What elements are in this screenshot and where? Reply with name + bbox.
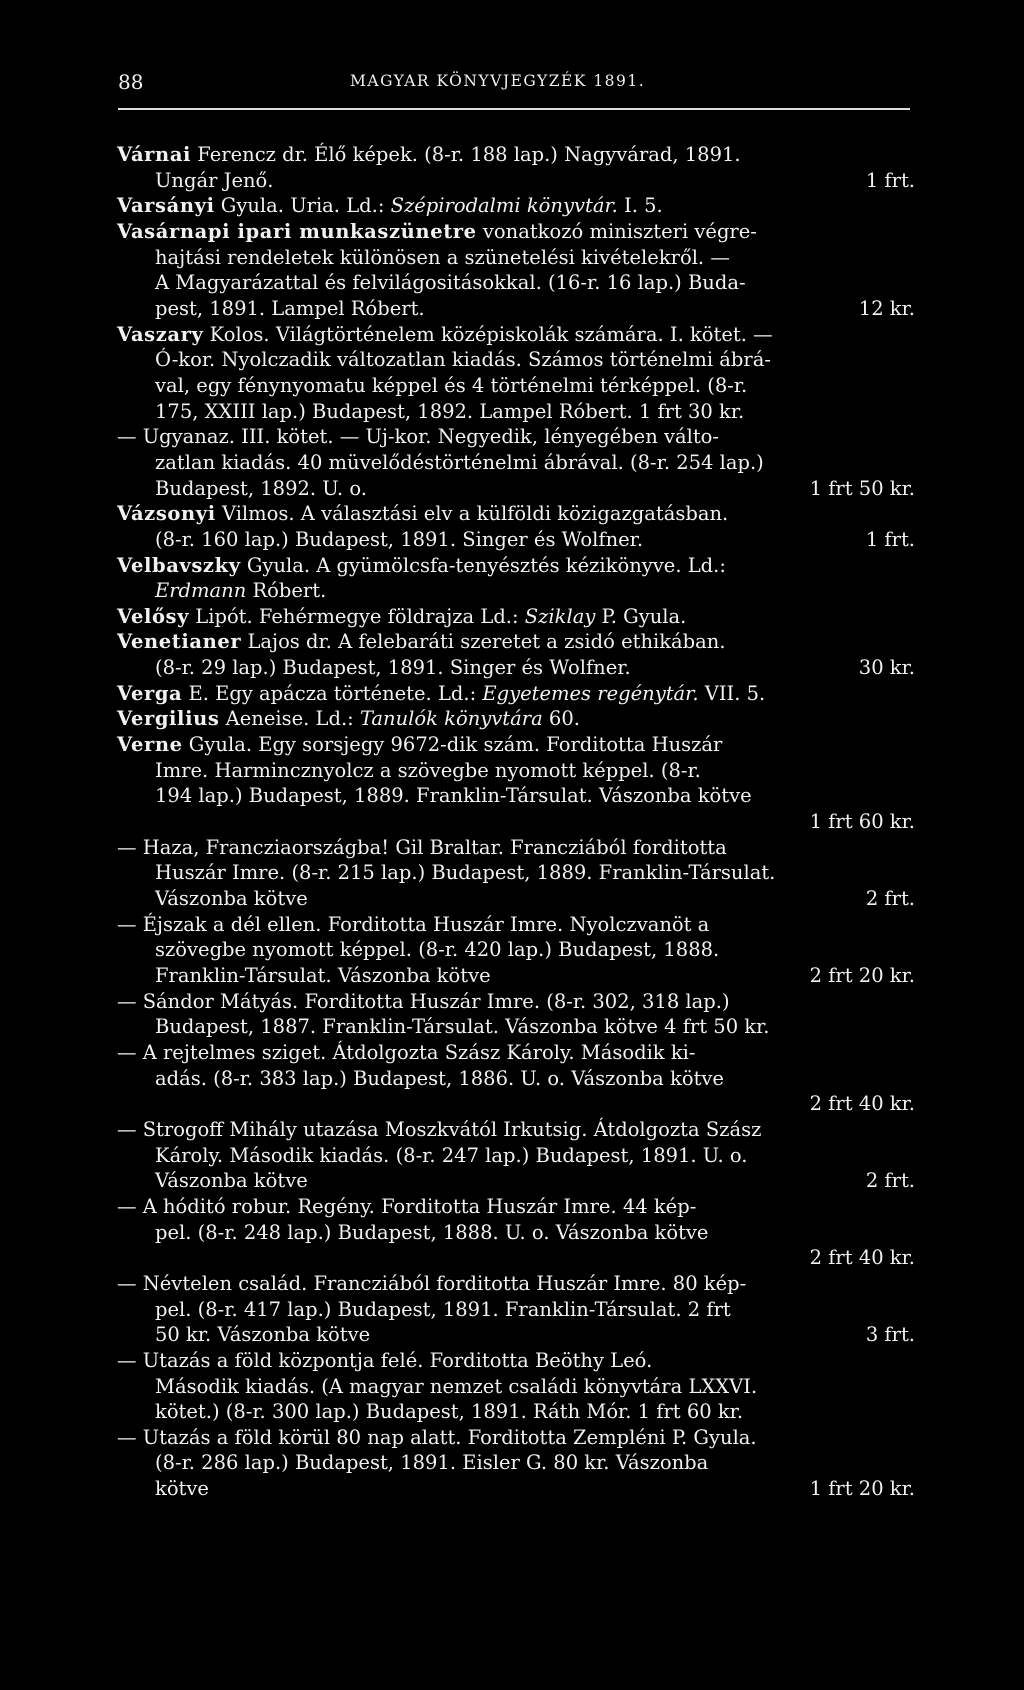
line-text [155,578,326,604]
line-text [155,1143,747,1169]
entry-line [117,322,915,348]
continuation-line [117,1374,915,1400]
entry-text: pel. (8-r. 417 lap.) Budapest, 1891. Franklin-Társulat. 2 frt [155,1297,731,1321]
line-text [117,1194,696,1220]
sub-entry-line [117,1040,915,1066]
entry-text: Ferencz dr. Élő képek. (8-r. 188 lap.) Nagyvárad, 1891. [191,143,741,166]
line-text [155,860,775,886]
line-text [117,1271,746,1297]
line-text [155,347,771,373]
line-text [117,322,773,348]
line-text [155,296,425,322]
line-text [155,527,643,553]
entry-text-after: VII. 5. [698,681,766,705]
entry-price: 1 frt 60 kr. [809,810,915,834]
entry-line [117,604,915,630]
entry-text-after: 60. [542,707,580,731]
entry-text: Ó-kor. Nyolczadik változatlan kiadás. Számos történelmi ábrá- [155,348,771,372]
page-number: 88 [118,70,144,94]
entry-text: Imre. Harmincznyolcz a szövegbe nyomott képpel. (8-r. [155,758,701,782]
line-text [117,193,663,219]
line-text [117,604,686,630]
continuation-line [117,399,915,425]
entry-price: 2 frt 20 kr. [809,964,915,987]
entry-text: Második kiadás. (A magyar nemzet családi könyvtára LXXVI. [155,1374,758,1398]
line-text [155,758,701,784]
continuation-line [117,245,915,271]
entry-text: — Névtelen család. Francziából forditotta Huszár Imre. 80 kép- [117,1271,747,1295]
sub-entry-line [117,1194,915,1220]
entry-price: 2 frt. [865,1169,915,1193]
line-text [117,219,757,245]
line-text [117,553,726,579]
entry-line [117,706,915,732]
line-text [117,424,719,450]
continuation-line [117,347,915,373]
entry-text: Károly. Második kiadás. (8-r. 247 lap.) Budapest, 1891. U. o. [155,1143,748,1167]
entry-text: (8-r. 286 lap.) Budapest, 1891. Eisler G. 80 kr. Vászonba [155,1451,709,1475]
entry-text: — Strogoff Mihály utazása Moszkvától Irkutsig. Átdolgozta Szász [117,1117,762,1141]
line-text [117,1117,761,1143]
entry-price: 12 kr. [858,296,915,320]
entry-text: 194 lap.) Budapest, 1889. Franklin-Társulat. Vászonba kötve [155,784,752,808]
entry-price: 3 frt. [865,1323,915,1347]
continuation-line [117,450,915,476]
entry-text: val, egy fénynyomatu képpel és 4 történelmi térképpel. (8-r. [155,373,748,397]
continuation-line [117,963,915,989]
entry-text: Vászonba kötve [155,887,308,911]
continuation-line [117,578,915,604]
line-text [155,1450,708,1476]
entry-text-after: P. Gyula. [595,604,687,628]
entry-text: hajtási rendeletek különösen a szünetelési kivételekről. — [155,245,730,269]
entry-text: A Magyarázattal és felvilágositásokkal. (16-r. 16 lap.) Buda- [155,271,746,295]
line-text [117,501,728,527]
continuation-line [117,783,915,809]
line-text [155,476,367,502]
entry-text: Ungár Jenő. [155,168,274,192]
entry-text: Vilmos. A választási elv a külföldi közigazgatásban. [215,502,729,526]
line-text [117,1040,695,1066]
line-text [117,835,727,861]
entry-author: Venetianer [117,630,242,654]
line-text [155,963,491,989]
entry-price: 1 frt. [865,168,915,192]
continuation-line [117,1143,915,1169]
continuation-line [117,168,915,194]
sub-entry-line [117,912,915,938]
series-title: Erdmann [155,579,247,603]
entry-author: Vasárnapi ipari munkaszünetre [117,219,477,243]
entry-price: 1 frt 50 kr. [809,476,915,500]
continuation-line [117,1066,915,1092]
continuation-line [117,1322,915,1348]
series-title: Egyetemes regénytár. [482,681,699,705]
continuation-line [117,809,915,835]
entry-text: kötve [155,1477,209,1501]
entry-text: pest, 1891. Lampel Róbert. [155,296,425,320]
continuation-line [117,527,915,553]
entry-text: vonatkozó miniszteri végre- [476,219,757,243]
entry-line [117,553,915,579]
entry-line [117,219,915,245]
line-text [155,1374,757,1400]
entry-line [117,142,915,168]
line-text [155,655,631,681]
entry-text: — Utazás a föld körül 80 nap alatt. Forditotta Zempléni P. Gyula. [117,1425,757,1449]
entry-text: Gyula. A gyümölcsfa-tenyésztés kézikönyve. Ld.: [240,553,726,577]
entry-text: — A hóditó robur. Regény. Forditotta Huszár Imre. 44 kép- [117,1194,697,1218]
continuation-line [117,1168,915,1194]
continuation-line [117,1450,915,1476]
line-text [155,783,752,809]
entry-text: kötet.) (8-r. 300 lap.) Budapest, 1891. Ráth Mór. 1 frt 60 kr. [155,1400,744,1424]
continuation-line [117,758,915,784]
entry-text: (8-r. 29 lap.) Budapest, 1891. Singer és Wolfner. [155,656,631,680]
continuation-line [117,296,915,322]
entry-text: zatlan kiadás. 40 müvelődéstörténelmi ábrával. (8-r. 254 lap.) [155,450,764,474]
entry-price: 1 frt. [865,527,915,551]
continuation-line [117,270,915,296]
entry-text: Aeneise. Ld.: [219,707,360,731]
entry-text: szövegbe nyomott képpel. (8-r. 420 lap.) Budapest, 1888. [155,938,720,962]
entry-text: Budapest, 1887. Franklin-Társulat. Vászonba kötve 4 frt 50 kr. [155,1015,770,1039]
line-text [155,1476,209,1502]
line-text [155,373,747,399]
sub-entry-line [117,1271,915,1297]
line-text [155,399,744,425]
continuation-line [117,1399,915,1425]
continuation-line [117,860,915,886]
continuation-line [117,1220,915,1246]
sub-entry-line [117,989,915,1015]
sub-entry-line [117,835,915,861]
line-text [155,937,719,963]
entry-price: 2 frt 40 kr. [809,1246,915,1270]
entry-text: Gyula. Egy sorsjegy 9672-dik szám. Forditotta Huszár [182,733,723,757]
entry-text: Lajos dr. A felebaráti szeretet a zsidó ethikában. [241,630,726,654]
entry-author: Vaszary [117,322,204,346]
sub-entry-line [117,424,915,450]
line-text [117,1425,757,1451]
continuation-line [117,1476,915,1502]
line-text [155,1220,708,1246]
entry-text-after: Róbert. [246,579,327,603]
entry-author: Verga [117,681,183,705]
entry-line [117,732,915,758]
line-text [117,912,709,938]
entry-author: Vázsonyi [117,502,216,526]
page-header [118,70,908,100]
line-text [117,1348,652,1374]
sub-entry-line [117,1348,915,1374]
series-title: Tanulók könyvtára [359,707,543,731]
entry-author: Varsányi [117,194,215,218]
line-text [155,1014,770,1040]
entry-text: Lipót. Fehérmegye földrajza Ld.: [189,604,525,628]
entry-text: — Éjszak a dél ellen. Forditotta Huszár Imre. Nyolczvanöt a [117,912,710,936]
entry-author: Verne [117,733,183,757]
entry-author: Velbavszky [117,553,241,577]
continuation-line [117,1297,915,1323]
entry-text: 50 kr. Vászonba kötve [155,1323,371,1347]
entry-price: 30 kr. [858,656,915,680]
series-title: Sziklay [524,604,596,628]
entry-text: — Utazás a föld központja felé. Forditotta Beöthy Leó. [117,1348,653,1372]
continuation-line [117,476,915,502]
entry-text: — Sándor Mátyás. Forditotta Huszár Imre. (8-r. 302, 318 lap.) [117,989,730,1013]
continuation-line [117,1014,915,1040]
line-text [117,989,730,1015]
entry-line [117,193,915,219]
continuation-line [117,655,915,681]
line-text [155,1168,308,1194]
entry-price: 2 frt. [865,887,915,911]
continuation-line [117,1245,915,1271]
entry-text: 175, XXIII lap.) Budapest, 1892. Lampel Róbert. 1 frt 30 kr. [155,399,745,423]
line-text [155,886,308,912]
sub-entry-line [117,1117,915,1143]
running-title: MAGYAR KÖNYVJEGYZÉK 1891. [350,72,646,90]
entry-line [117,629,915,655]
entry-author: Velősy [117,604,190,628]
bibliography-entries [117,142,915,1502]
series-title: Szépirodalmi könyvtár. [390,194,618,218]
entry-author: Várnai [117,143,192,166]
entry-text: Kolos. Világtörténelem középiskolák számára. I. kötet. — [203,322,773,346]
entry-text: — A rejtelmes sziget. Átdolgozta Szász Károly. Második ki- [117,1040,696,1064]
entry-text: — Ugyanaz. III. kötet. — Uj-kor. Negyedik, lényegében válto- [117,425,719,449]
entry-text: — Haza, Francziaországba! Gil Braltar. Francziából forditotta [117,835,727,859]
continuation-line [117,373,915,399]
line-text [117,142,741,168]
line-text [155,1399,743,1425]
entry-text-after: I. 5. [617,194,663,218]
continuation-line [117,1091,915,1117]
line-text [155,270,746,296]
line-text [155,168,273,194]
line-text [117,706,580,732]
sub-entry-line [117,1425,915,1451]
entry-text: pel. (8-r. 248 lap.) Budapest, 1888. U. o. Vászonba kötve [155,1220,709,1244]
entry-line [117,681,915,707]
entry-text: Budapest, 1892. U. o. [155,476,367,500]
line-text [117,732,722,758]
entry-text: Gyula. Uria. Ld.: [214,194,391,218]
line-text [117,681,765,707]
entry-text: Franklin-Társulat. Vászonba kötve [155,964,491,987]
line-text [155,450,764,476]
line-text [155,1066,724,1092]
header-rule [118,108,910,110]
entry-author: Vergilius [117,707,220,731]
line-text [155,245,730,271]
entry-text: (8-r. 160 lap.) Budapest, 1891. Singer és Wolfner. [155,527,644,551]
entry-text: adás. (8-r. 383 lap.) Budapest, 1886. U. o. Vászonba kötve [155,1066,724,1090]
line-text [155,1297,731,1323]
entry-text: E. Egy apácza története. Ld.: [182,681,483,705]
line-text [155,1322,370,1348]
entry-price: 2 frt 40 kr. [809,1092,915,1116]
entry-text: Huszár Imre. (8-r. 215 lap.) Budapest, 1889. Franklin-Társulat. [155,861,776,885]
continuation-line [117,937,915,963]
entry-line [117,501,915,527]
continuation-line [117,886,915,912]
entry-text: Vászonba kötve [155,1169,308,1193]
entry-price: 1 frt 20 kr. [809,1477,915,1501]
line-text [117,629,726,655]
